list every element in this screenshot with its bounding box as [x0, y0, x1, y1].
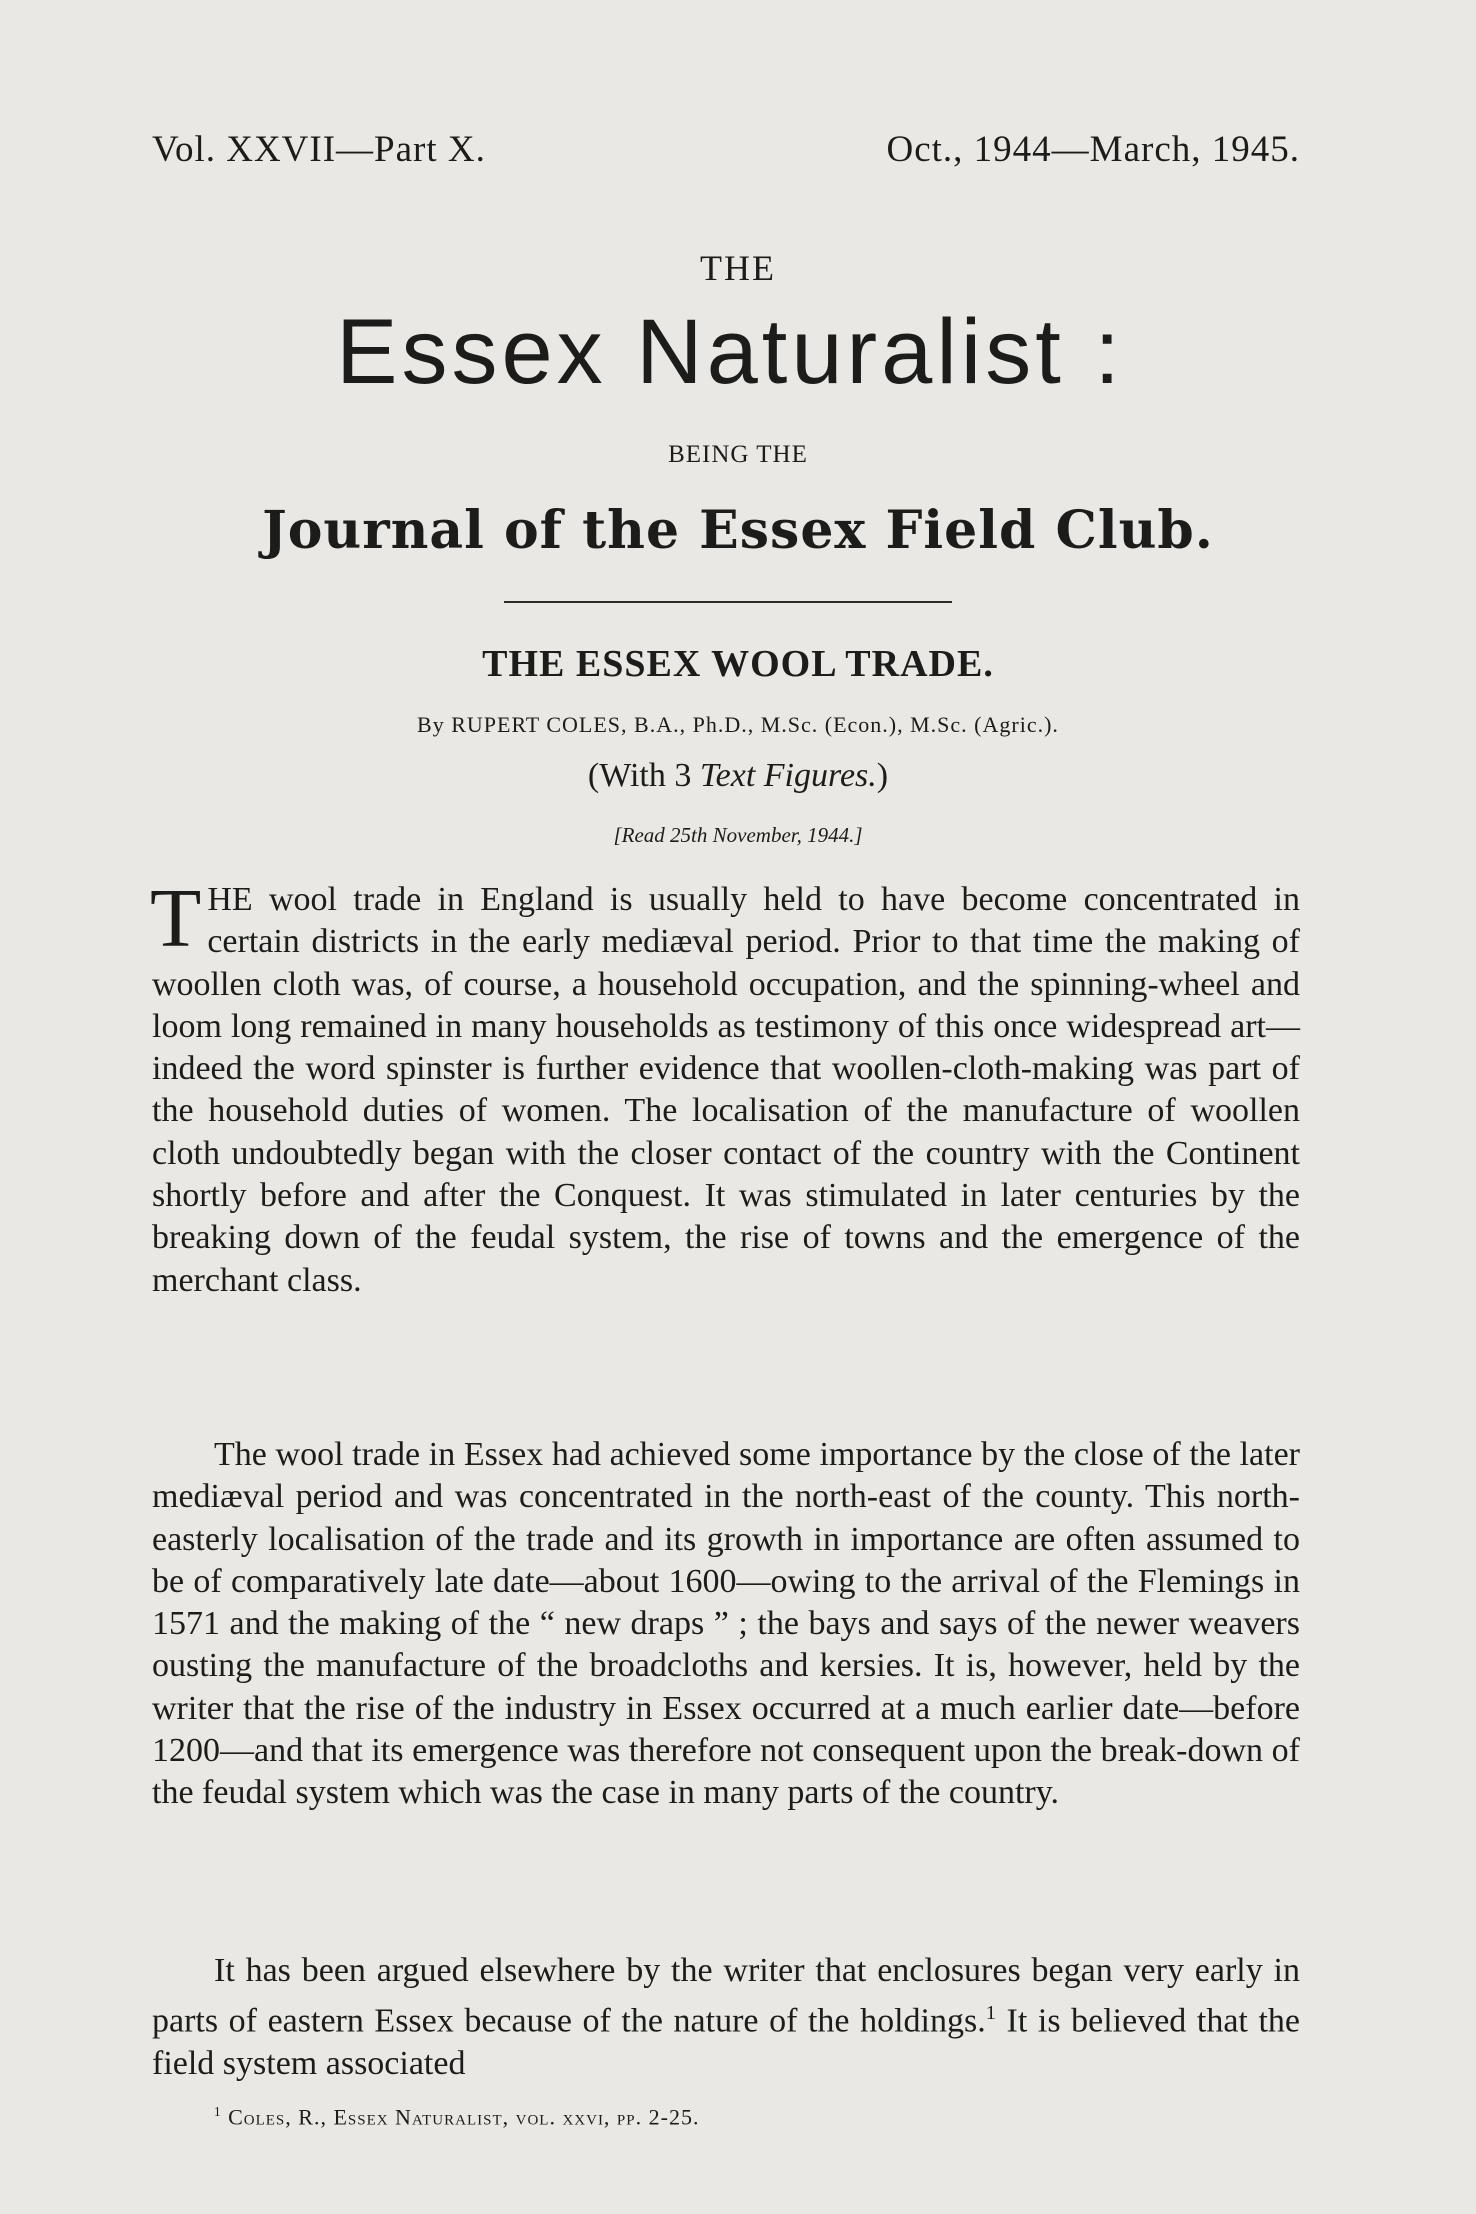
footnote-reference: 1 [985, 2002, 996, 2025]
divider-rule [504, 601, 952, 603]
masthead-being-the: BEING THE [668, 441, 808, 468]
article-title: THE ESSEX WOOL TRADE. [482, 643, 994, 685]
figures-italic: Text Figures. [699, 757, 877, 794]
paragraph-3-text-continued: It is believed that the field system associated [152, 2002, 1300, 2082]
article-byline: By RUPERT COLES, B.A., Ph.D., M.Sc. (Econ.), M.Sc. (Agric.). [417, 712, 1059, 737]
volume-label: Vol. XXVII—Part X. [152, 129, 486, 170]
paragraph-3-text: It has been argued elsewhere by the writer that enclosures began very early in parts of eastern Essex because of the nature of the holdings. [152, 1952, 1300, 2040]
drop-cap: T [150, 872, 202, 965]
date-range-label: Oct., 1944—March, 1945. [886, 129, 1300, 170]
paragraph-2: The wool trade in Essex had achieved some importance by the close of the later mediæval period and was concentrated in the north-east of the county. This north-easterly localisation of the trade and its growth in importance are often assumed to be of comparatively late date—about 1600—owing to the arrival of the Flemings in 1571 and the making of the “ new draps ” ; the bays and says of the newer weavers ousting the manufacture of the broadcloths and kersies. It is, however, held by the writer that the rise of the industry in Essex occurred at a much earlier date—before 1200—and that its emergence was therefore not consequent upon the break-down of the feudal system which was the case in many parts of the country. [152, 1436, 1300, 1812]
figures-suffix: ) [876, 757, 889, 794]
masthead-journal-name: Journal of the Essex Field Club. [262, 500, 1214, 561]
figures-prefix: (With 3 [587, 757, 700, 794]
paragraph-1-text: HE wool trade in England is usually held to have become concentrated in certain districts in the early mediæval period. Prior to that time the making of woollen cloth was, of course, a household occupation, and the spinning-wheel and loom long remained in many households as testimony of this once widespread art—indeed the word spinster is further evidence that woollen-cloth-making was part of the household duties of women. The localisation of the manufacture of woollen cloth undoubtedly began with the closer contact of the country with the Continent shortly before and after the Conquest. It was stimulated in later centuries by the breaking down of the feudal system, the rise of towns and the emergence of the merchant class. [152, 881, 1300, 1299]
footnote-marker: 1 [214, 2104, 222, 2119]
footnote [214, 2104, 1314, 2130]
masthead-title: Essex Naturalist : [336, 301, 1124, 403]
article-figures-note [0, 757, 1476, 795]
read-note: [Read 25th November, 1944.] [613, 823, 863, 847]
footnote-text: Coles, R., Essex Naturalist, vol. xxvi, pp. 2-25. [221, 2104, 700, 2130]
masthead-the: THE [700, 248, 776, 288]
paragraph-3 [152, 1950, 1300, 2085]
paragraph-1 [150, 872, 1300, 1302]
